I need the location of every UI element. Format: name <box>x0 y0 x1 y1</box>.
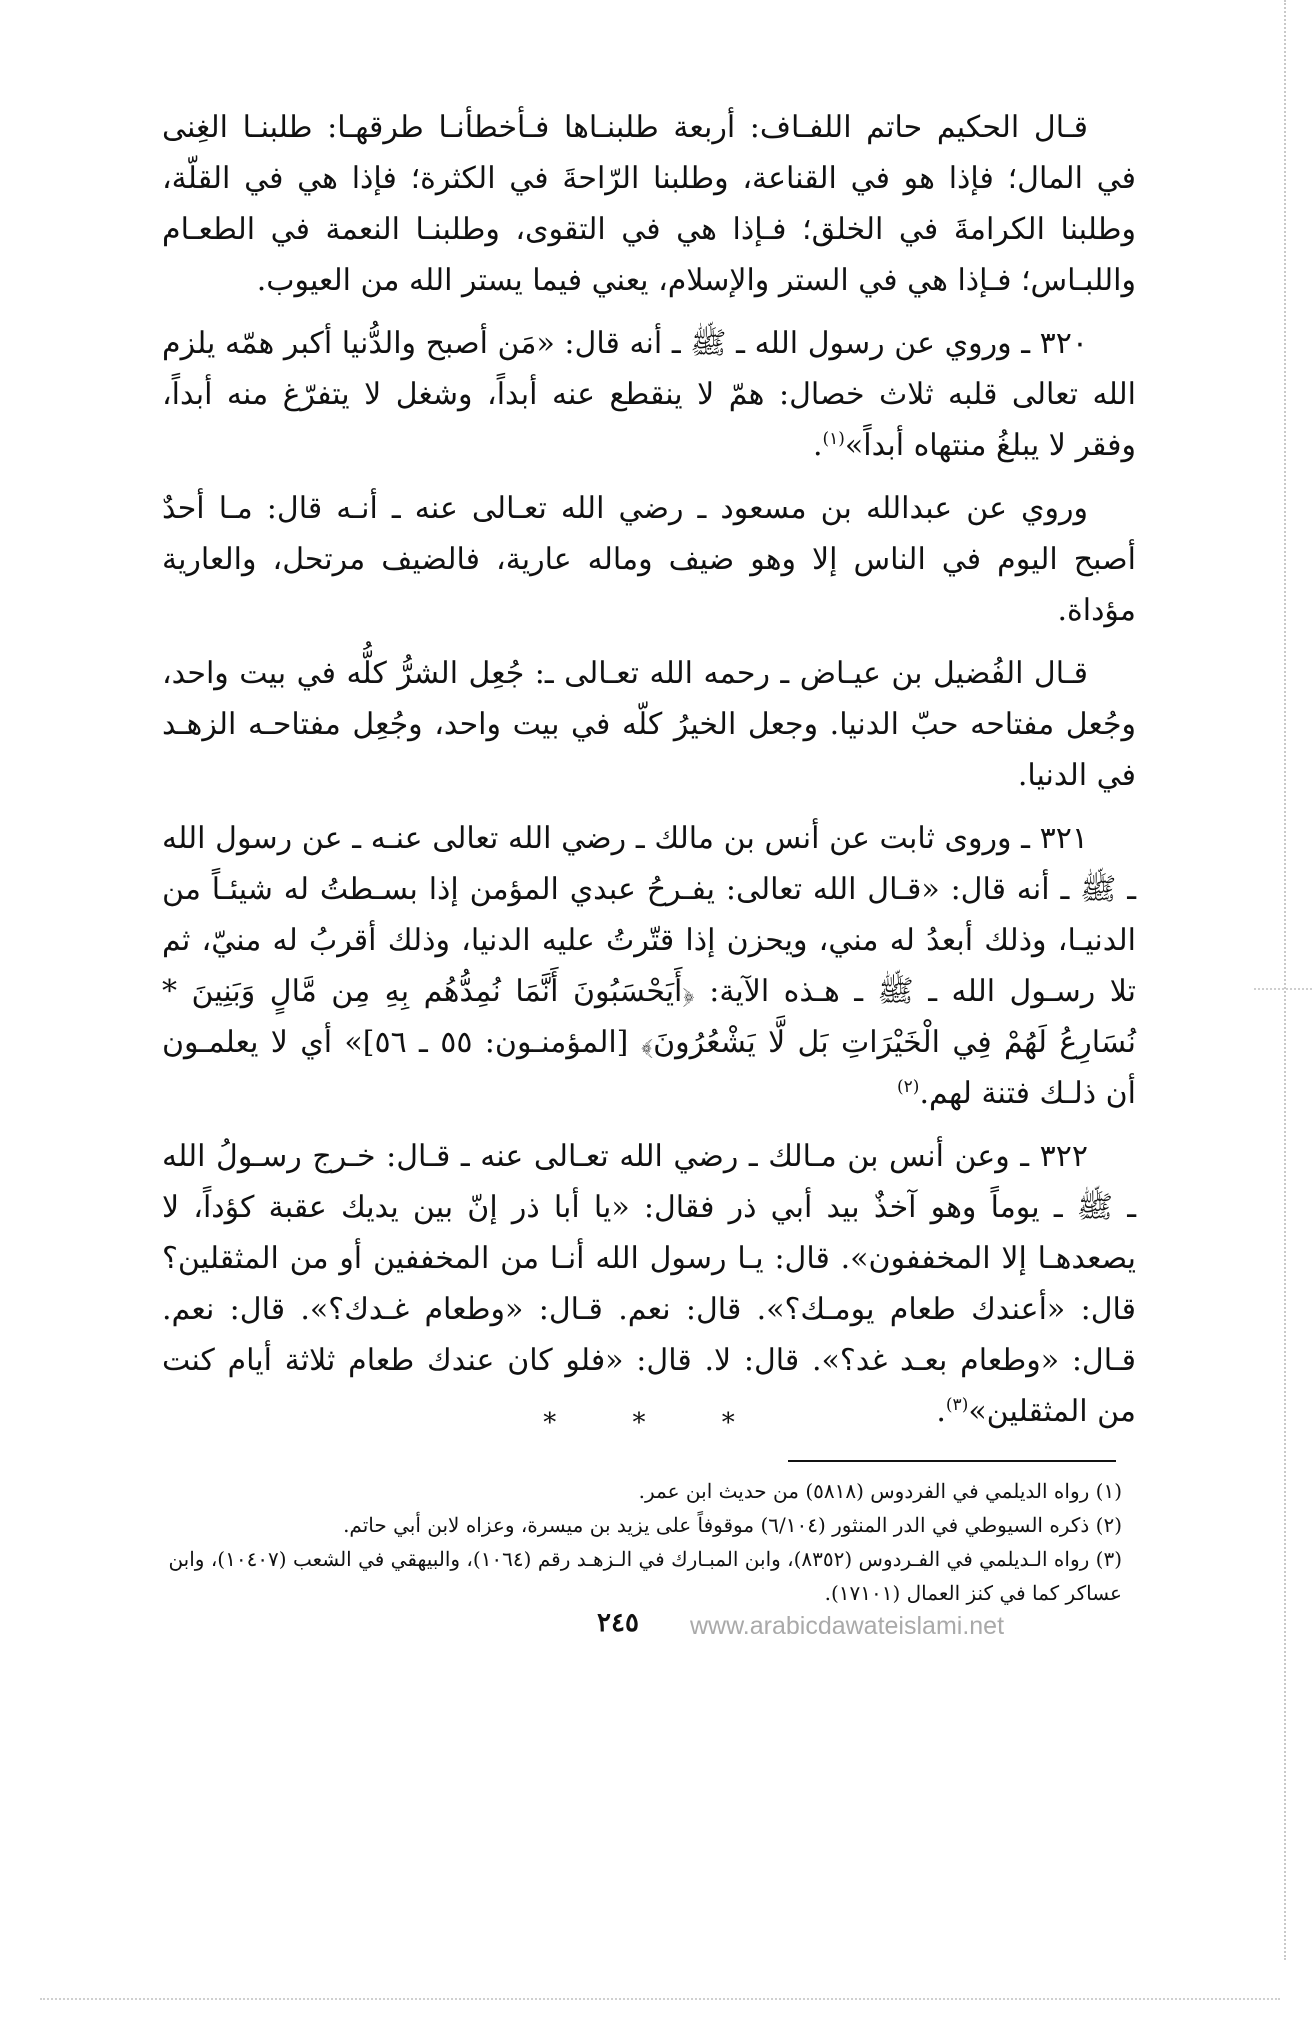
paragraph-ibn-masud <box>162 483 1136 636</box>
scan-edge-rule <box>1284 0 1286 1960</box>
scan-bottom-rule <box>40 1998 1280 2000</box>
scan-side-mark <box>1254 988 1312 990</box>
footnote-ref-2: (٢) <box>897 1077 920 1097</box>
footnote-ref-3: (٣) <box>945 1395 969 1415</box>
footnote-rule <box>788 1460 1116 1462</box>
paragraph-text: وروي عن عبدالله بن مسعود ـ رضي الله تعـالى عنه ـ أنـه قال: مـا أحدٌ أصبح اليوم في الناس إلا وهو ضيف وماله عارية، فالضيف مرتحل، والعارية مؤداة. <box>162 491 1136 628</box>
paragraph-text: ٣٢٢ ـ وعن أنس بن مـالك ـ رضي الله تعـالى عنه ـ قـال: خـرج رسـولُ الله ـ ﷺ ـ يوماً وهو آخذٌ بيد أبي ذر فقال: «يا أبا ذر إنّ بين يديك عقبة كؤداً، لا يصعدهـا إلا المخففون». قال: يـا رسول الله أنـا من المخففين أو من المثقلين؟ قال: «أعندك طعام يومـك؟». قال: نعم. قـال: «وطعام غـدك؟». قال: نعم. قـال: «وطعام بعـد غد؟». قال: لا. قال: «فلو كان عندك طعام ثلاثة أيام كنت من المثقلين» <box>162 1139 1136 1429</box>
paragraph-hatim <box>162 102 1136 306</box>
watermark-url: www.arabicdawateislami.net <box>690 1612 1005 1640</box>
paragraph-fudayl <box>162 648 1136 801</box>
main-text <box>162 102 1136 1449</box>
paragraph-322: ٣٢٢ ـ وعن أنس بن مـالك ـ رضي الله تعـالى عنه ـ قـال: خـرج رسـولُ الله ـ ﷺ ـ يوماً وهو آخذٌ بيد أبي ذر فقال: «يا أبا ذر إنّ بين يديك عقبة كؤداً، لا يصعدهـا إلا المخففون». قال: يـا رسول الله أنـا من المخففين أو من المثقلين؟ قال: «أعندك طعام يومـك؟». قال: نعم. قـال: «وطعام غـدك؟». قال: نعم. قـال: «وطعام بعـد غد؟». قال: لا. قال: «فلو كان عندك طعام ثلاثة أيام كنت من المثقلين»$^{(٣)}$. <box>162 1139 1136 1429</box>
section-separator: * * * <box>543 1408 769 1438</box>
footnote-3: (٣) رواه الـديلمي في الفـردوس (٨٣٥٢)، وابن المبـارك في الـزهـد رقم (١٠٦٤)، والبيهقي في الشعب (١٠٤٠٧)، وابن عساكر كما في كنز العمال (١٧١٠١). <box>168 1547 1122 1605</box>
footnotes <box>162 1474 1122 1610</box>
paragraph-text: ٣٢٠ ـ وروي عن رسول الله ـ ﷺ ـ أنه قال: «مَن أصبح والدُّنيا أكبر همّه يلزم الله تعالى قلبه ثلاث خصال: همّ لا ينقطع عنه أبداً، وشغل لا يتفرّغ منه أبداً، وفقر لا يبلغُ منتهاه أبداً» <box>162 326 1136 463</box>
paragraph-text: قـال الفُضيل بن عيـاض ـ رحمه الله تعـالى ـ: جُعِل الشرُّ كلُّه في بيت واحد، وجُعل مفتاحه حبّ الدنيا. وجعل الخيرُ كلّه في بيت واحد، وجُعِل مفتاحـه الزهـد في الدنيا. <box>162 656 1136 793</box>
paragraph-321 <box>162 813 1136 1119</box>
footnote-1: (١) رواه الديلمي في الفردوس (٥٨١٨) من حديث ابن عمر. <box>638 1479 1122 1503</box>
paragraph-text: ٣٢١ ـ وروى ثابت عن أنس بن مالك ـ رضي الله تعالى عنـه ـ عن رسول الله ـ ﷺ ـ أنه قال: «قـال الله تعالى: يفـرحُ عبدي المؤمن إذا بسـطتُ له شيئـاً من الدنيـا، وذلك أبعدُ له مني، ويحزن إذا قتّرتُ عليه الدنيا، وذلك أقربُ له منيّ، ثم تلا رسـول الله ـ ﷺ ـ هـذه الآية: ﴿أَيَحْسَبُونَ أَنَّمَا نُمِدُّهُم بِهِ مِن مَّالٍ وَبَنِينَ * نُسَارِعُ لَهُمْ فِي الْخَيْرَاتِ بَل لَّا يَشْعُرُونَ﴾ [المؤمنـون: ٥٥ ـ ٥٦]» أي لا يعلمـون أن ذلـك فتنة لهم. <box>162 821 1136 1111</box>
footnote-2: (٢) ذكره السيوطي في الدر المنثور (٦/١٠٤) موقوفاً على يزيد بن ميسرة، وعزاه لابن أبي حاتم. <box>343 1513 1122 1537</box>
page-number: ٢٤٥ <box>597 1608 639 1638</box>
paragraph-320: ٣٢٠ ـ وروي عن رسول الله ـ ﷺ ـ أنه قال: «مَن أصبح والدُّنيا أكبر همّه يلزم الله تعالى قلبه ثلاث خصال: همّ لا ينقطع عنه أبداً، وشغل لا يتفرّغ منه أبداً، وفقر لا يبلغُ منتهاه أبداً»$^{(١)}$. <box>162 326 1136 463</box>
paragraph-text: قـال الحكيم حاتم اللفـاف: أربعة طلبنـاها فـأخطأنـا طرقهـا: طلبنـا الغِنى في المال؛ فإذا هو في القناعة، وطلبنا الرّاحةَ في الكثرة؛ فإذا هي في القلّة، وطلبنا الكرامةَ في الخلق؛ فـإذا هي في التقوى، وطلبنـا النعمة في الطعـام واللبـاس؛ فـإذا هي في الستر والإسلام، يعني فيما يستر الله من العيوب. <box>162 110 1136 298</box>
footnote-ref-1: (١) <box>822 429 845 449</box>
